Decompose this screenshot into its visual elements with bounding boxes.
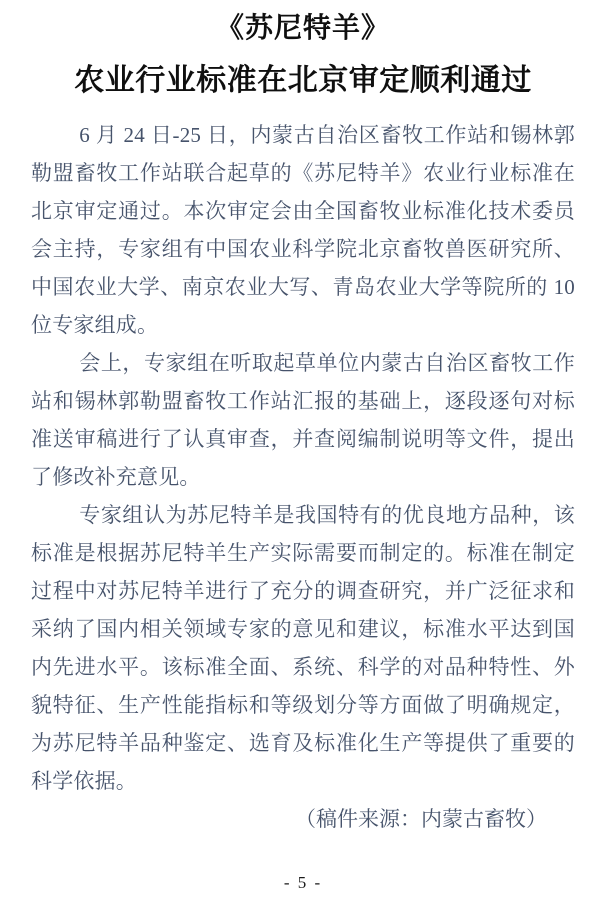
document-subtitle: 农业行业标准在北京审定顺利通过 xyxy=(74,64,532,97)
body-paragraph-2: 会上，专家组在听取起草单位内蒙古自治区畜牧工作站和锡林郭勒盟畜牧工作站汇报的基础上，逐段逐句对标准送审稿进行了认真审查，并查阅编制说明等文件，提出了修改补充意见。 xyxy=(31,351,575,489)
document-title: 《苏尼特羊》 xyxy=(215,13,390,44)
source-note: （稿件来源：内蒙古畜牧） xyxy=(295,807,547,831)
page-number: - 5 - xyxy=(283,873,323,892)
body-paragraph-3: 专家组认为苏尼特羊是我国特有的优良地方品种，该标准是根据苏尼特羊生产实际需要而制定的。标准在制定过程中对苏尼特羊进行了充分的调查研究，并广泛征求和采纳了国内相关领域专家的意见和建议，标准水平达到国内先进水平。该标准全面、系统、科学的对品种特性、外貌特征、生产性能指标和等级划分等方面做了明确规定，为苏尼特羊品种鉴定、选育及标准化生产等提供了重要的科学依据。 xyxy=(31,503,575,793)
body-paragraph-1: 6 月 24 日-25 日，内蒙古自治区畜牧工作站和锡林郭勒盟畜牧工作站联合起草的《苏尼特羊》农业行业标准在北京审定通过。本次审定会由全国畜牧业标准化技术委员会主持，专家组有中国农业科学院北京畜牧兽医研究所、中国农业大学、南京农业大写、青岛农业大学等院所的 10 位专家组成。 xyxy=(31,123,575,337)
document-body xyxy=(0,116,606,838)
